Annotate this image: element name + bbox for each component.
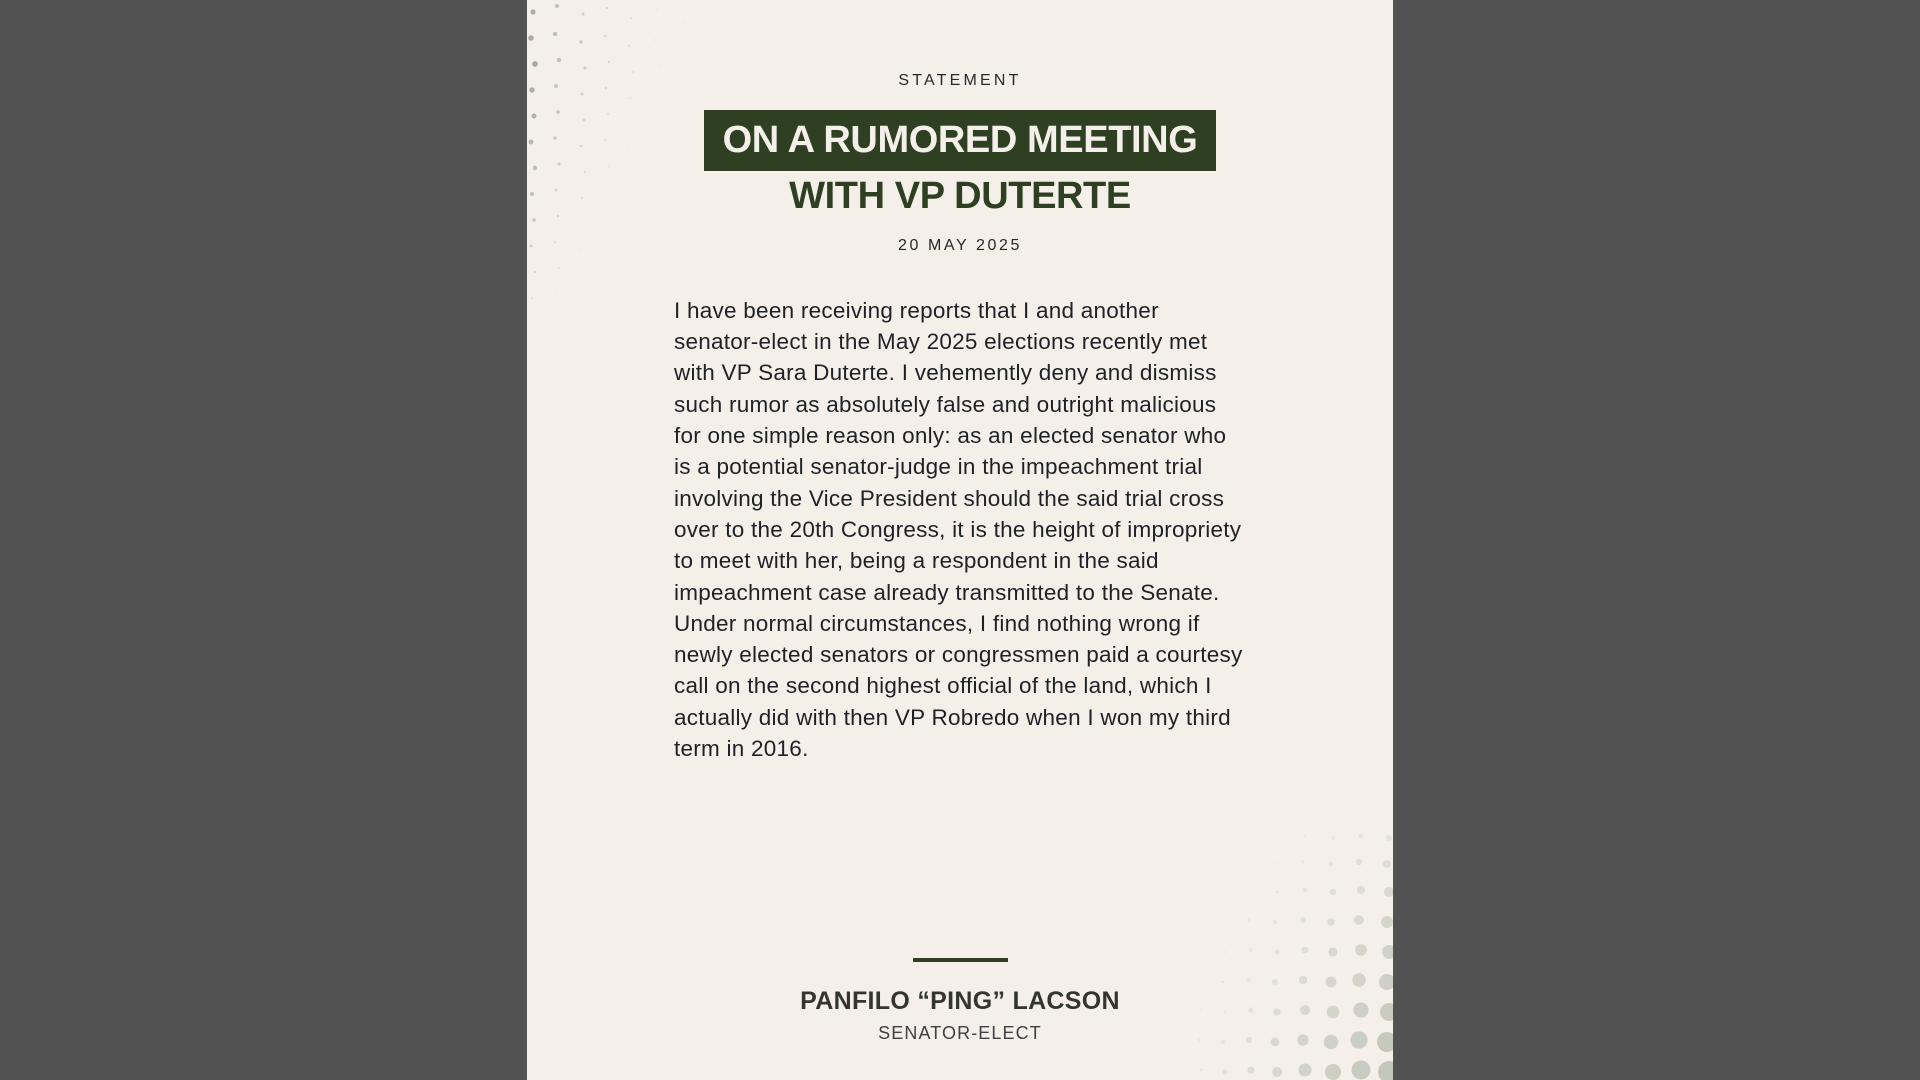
signatory-name: PANFILO “PING” LACSON [800, 986, 1120, 1015]
statement-card [527, 0, 1393, 1080]
title-line-secondary: WITH VP DUTERTE [789, 175, 1131, 217]
statement-eyebrow-label: STATEMENT [898, 72, 1022, 89]
signature-block [527, 958, 1393, 1044]
signature-divider-rule [913, 958, 1008, 962]
signatory-role: SENATOR-ELECT [878, 1023, 1042, 1044]
statement-title [527, 110, 1393, 217]
statement-body-paragraph: I have been receiving reports that I and another senator-elect in the May 2025 elections recently met with VP Sara Duterte. I vehemently deny and dismiss such rumor as absolutely false and outright malicious for one simple reason only: as an elected senator who is a potential senator-judge in the impeachment trial involving the Vice President should the said trial cross over to the 20th Congress, it is the height of impropriety to meet with her, being a respondent in the said impeachment case already transmitted to the Senate. Under normal circumstances, I find nothing wrong if newly elected senators or congressmen paid a courtesy call on the second highest official of the land, which I actually did with then VP Robredo when I won my third term in 2016. [674, 297, 1243, 762]
statement-date: 20 MAY 2025 [897, 236, 1023, 254]
title-line-primary: ON A RUMORED MEETING [704, 110, 1217, 171]
